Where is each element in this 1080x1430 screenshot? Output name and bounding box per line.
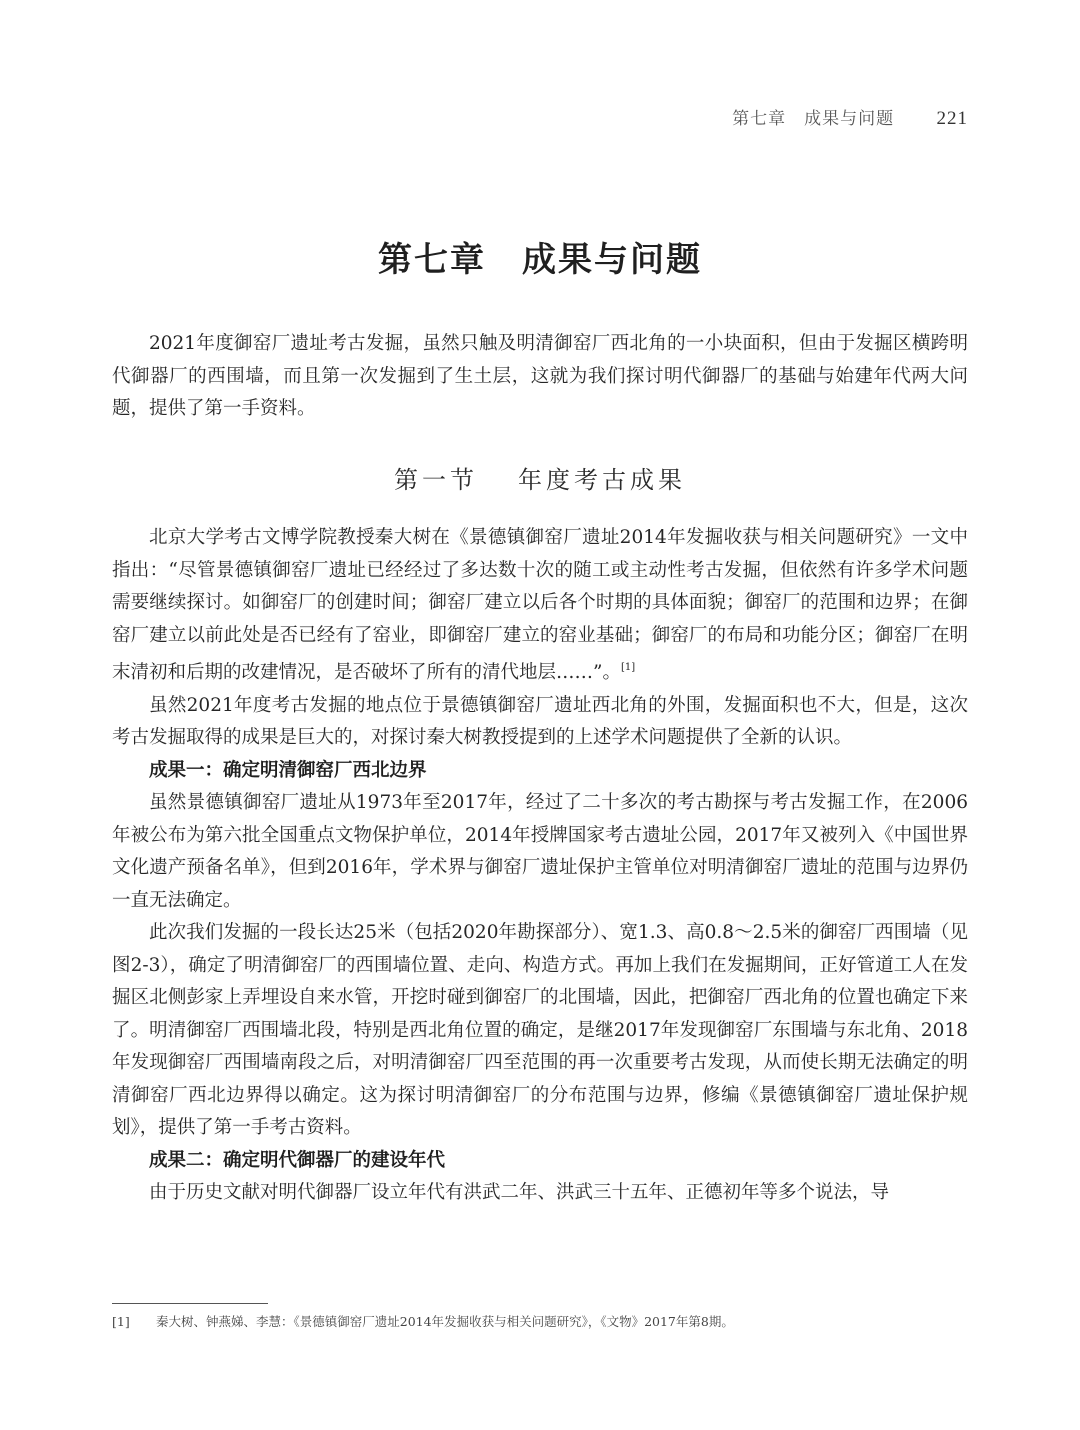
footnote: [112, 1312, 972, 1330]
main-body: [112, 522, 968, 1210]
paragraph-text: 北京大学考古文博学院教授秦大树在《景德镇御窑厂遗址2014年发掘收获与相关问题研究》一文中指出：“尽管景德镇御窑厂遗址已经经过了多达数十次的随工或主动性考古发掘，但依然有许多学术问题需要继续探讨。如御窑厂的创建时间；御窑厂建立以后各个时期的具体面貌；御窑厂的范围和边界；在御窑厂建立以前此处是否已经有了窑业，即御窑厂建立的窑业基础；御窑厂的布局和功能分区；御窑厂在明末清初和后期的改建情况，是否破坏了所有的清代地层……”。: [112, 527, 968, 683]
paragraph: 此次我们发掘的一段长达25米（包括2020年勘探部分）、宽1.3、高0.8～2.5米的御窑厂西围墙（见图2-3），确定了明清御窑厂的西围墙位置、走向、构造方式。再加上我们在发掘期间，正好管道工人在发掘区北侧彭家上弄埋设自来水管，开挖时碰到御窑厂的北围墙，因此，把御窑厂西北角的位置也确定下来了。明清御窑厂西围墙北段，特别是西北角位置的确定，是继2017年发现御窑厂东围墙与东北角、2018年发现御窑厂西围墙南段之后，对明清御窑厂四至范围的再一次重要考古发现，从而使长期无法确定的明清御窑厂西北边界得以确定。这为探讨明清御窑厂的分布范围与边界，修编《景德镇御窑厂遗址保护规划》，提供了第一手考古资料。: [112, 922, 968, 1138]
intro-paragraph: 2021年度御窑厂遗址考古发掘，虽然只触及明清御窑厂西北角的一小块面积，但由于发掘区横跨明代御器厂的西围墙，而且第一次发掘到了生土层，这就为我们探讨明代御器厂的基础与始建年代两大问题，提供了第一手资料。: [112, 333, 968, 419]
running-head: [732, 104, 968, 130]
footnote-mark: [1]: [112, 1314, 130, 1329]
footnote-text: 秦大树、钟燕娣、李慧：《景德镇御窑厂遗址2014年发掘收获与相关问题研究》，《文物》2017年第8期。: [156, 1314, 734, 1329]
section-title: [0, 460, 1080, 495]
section-number: 第一节: [394, 466, 478, 494]
section-name: 年度考古成果: [518, 466, 686, 494]
paragraph: 由于历史文献对明代御器厂设立年代有洪武二年、洪武三十五年、正德初年等多个说法，导: [149, 1182, 890, 1203]
intro-block: [112, 328, 968, 426]
paragraph-quote: [112, 522, 968, 690]
footnote-reference[interactable]: [1]: [620, 662, 636, 673]
paragraph: 虽然景德镇御窑厂遗址从1973年至2017年，经过了二十多次的考古勘探与考古发掘工作，在2006年被公布为第六批全国重点文物保护单位，2014年授牌国家考古遗址公园，2017年又被列入《中国世界文化遗产预备名单》，但到2016年，学术界与御窑厂遗址保护主管单位对明清御窑厂遗址的范围与边界仍一直无法确定。: [112, 792, 968, 911]
footnote-divider: [112, 1303, 268, 1304]
chapter-title: [0, 232, 1080, 281]
chapter-number: 第七章: [378, 240, 486, 280]
page-number: 221: [936, 108, 968, 129]
running-head-title: 第七章 成果与问题: [732, 109, 895, 129]
subheading-result-one: 成果一：确定明清御窑厂西北边界: [149, 759, 427, 781]
chapter-name: 成果与问题: [522, 240, 702, 280]
paragraph: 虽然2021年度考古发掘的地点位于景德镇御窑厂遗址西北角的外围，发掘面积也不大，但是，这次考古发掘取得的成果是巨大的，对探讨秦大树教授提到的上述学术问题提供了全新的认识。: [112, 694, 968, 748]
subheading-result-two: 成果二：确定明代御器厂的建设年代: [149, 1149, 446, 1171]
